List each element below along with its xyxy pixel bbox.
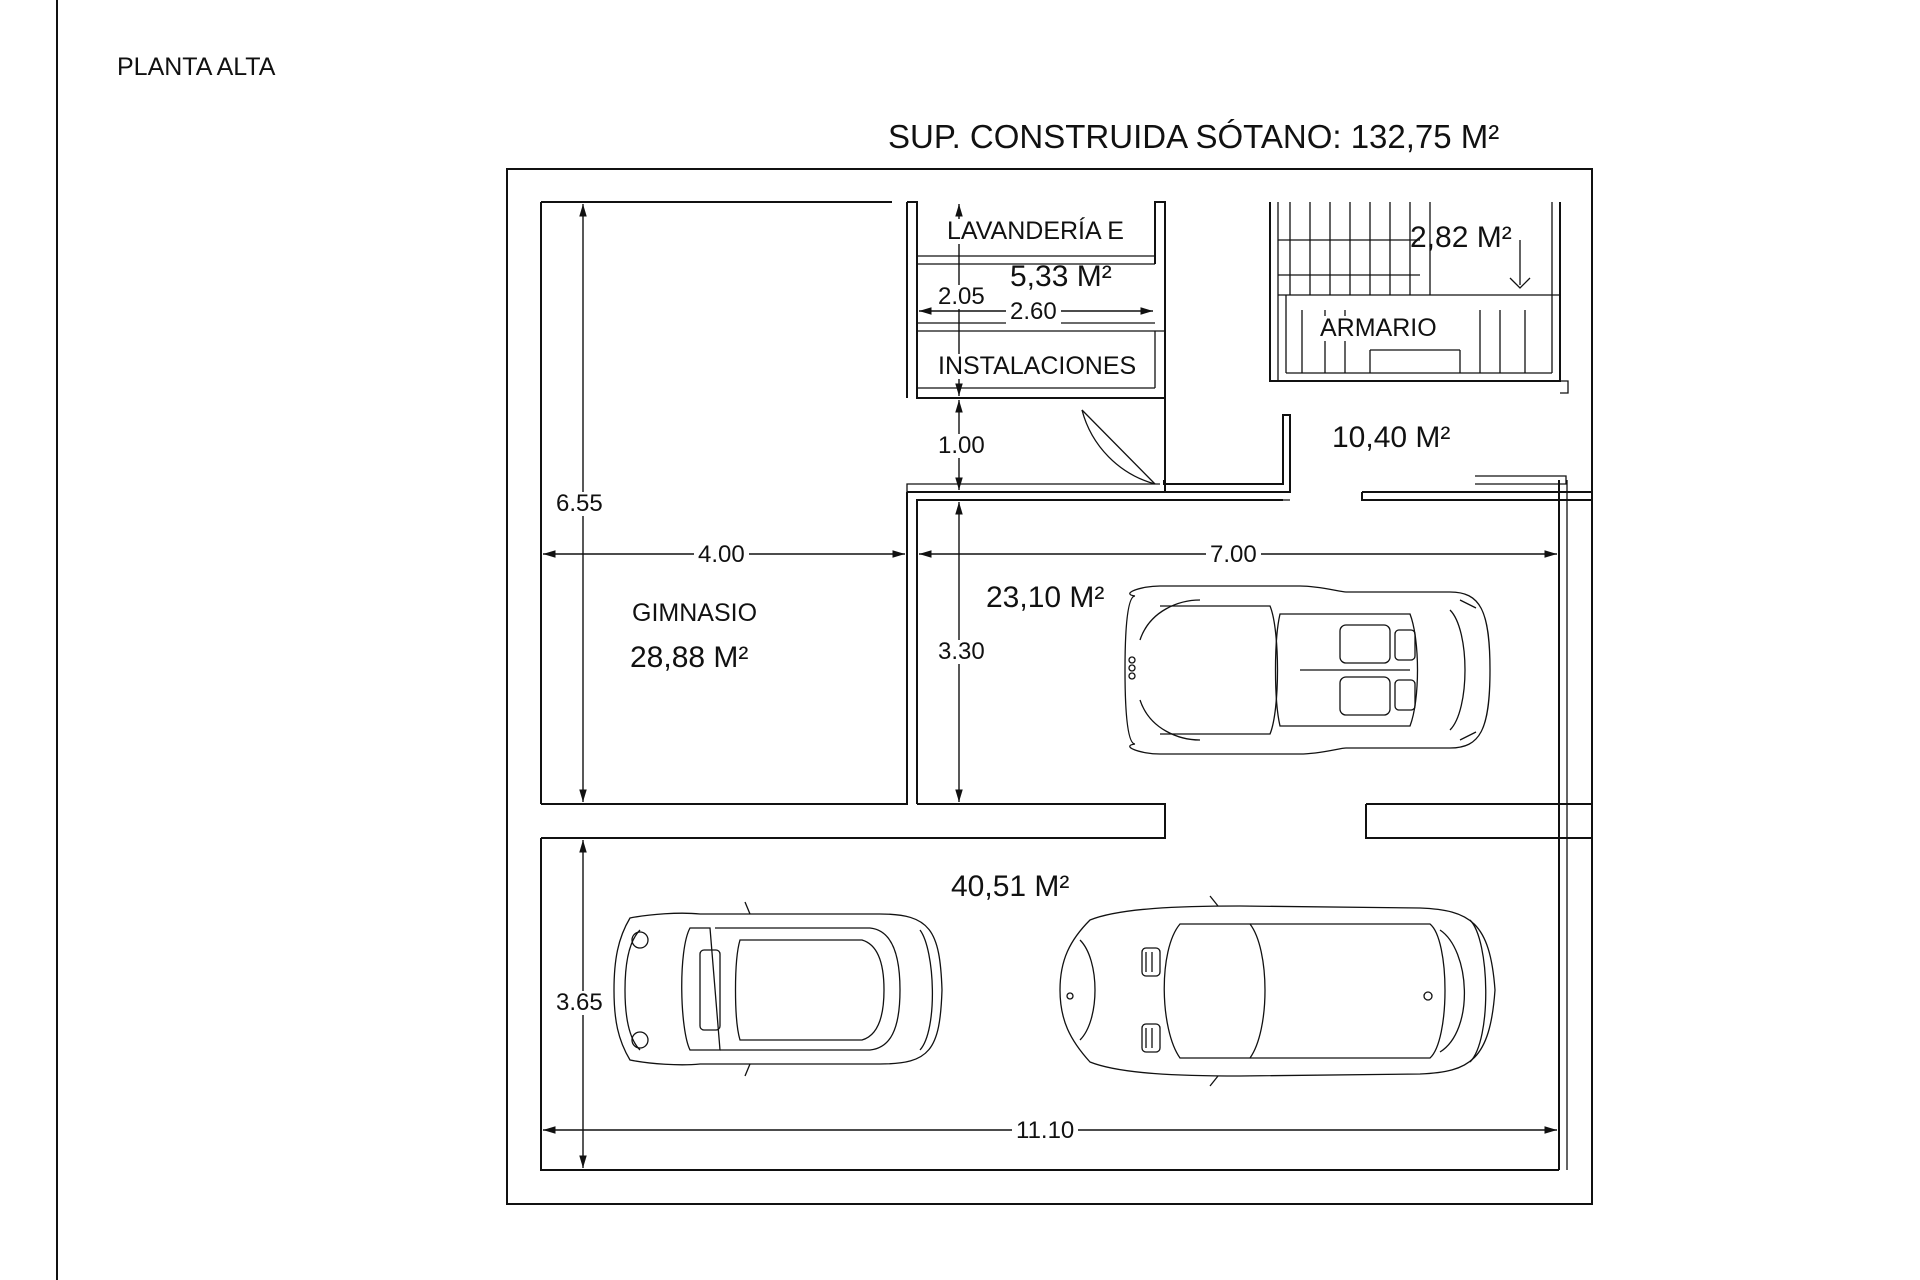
room-area-garage-lower: 40,51 M² xyxy=(951,870,1070,903)
room-area-armario: 2,82 M² xyxy=(1410,221,1512,254)
dimension-label: 1.00 xyxy=(934,434,989,458)
room-label-instalaciones: INSTALACIONES xyxy=(938,352,1137,380)
room-area-hall: 10,40 M² xyxy=(1332,421,1451,454)
dimension-label: 4.00 xyxy=(694,543,749,567)
dimension-label: 2.60 xyxy=(1006,300,1061,324)
car-mini xyxy=(614,902,942,1076)
dimension-label: 6.55 xyxy=(552,492,607,516)
page-title: SUP. CONSTRUIDA SÓTANO: 132,75 M² xyxy=(888,118,1500,155)
dimension-label: 3.65 xyxy=(552,991,607,1015)
dimension-label: 3.30 xyxy=(934,640,989,664)
car-convertible xyxy=(1125,586,1490,754)
dimension-label: 11.10 xyxy=(1012,1119,1078,1143)
room-area-garage-upper: 23,10 M² xyxy=(986,581,1105,614)
dimension-label: 2.05 xyxy=(934,285,989,309)
dimension-label: 7.00 xyxy=(1206,543,1261,567)
room-area-lavanderia: 5,33 M² xyxy=(1010,260,1112,293)
sheet-label: PLANTA ALTA xyxy=(117,53,276,81)
car-sedan xyxy=(1060,896,1495,1086)
room-label-armario: ARMARIO xyxy=(1320,314,1437,342)
room-label-lavanderia: LAVANDERÍA E xyxy=(947,217,1124,245)
room-area-gimnasio: 28,88 M² xyxy=(630,641,749,674)
room-label-gimnasio: GIMNASIO xyxy=(632,599,758,627)
dimension-lines xyxy=(543,204,1557,1168)
